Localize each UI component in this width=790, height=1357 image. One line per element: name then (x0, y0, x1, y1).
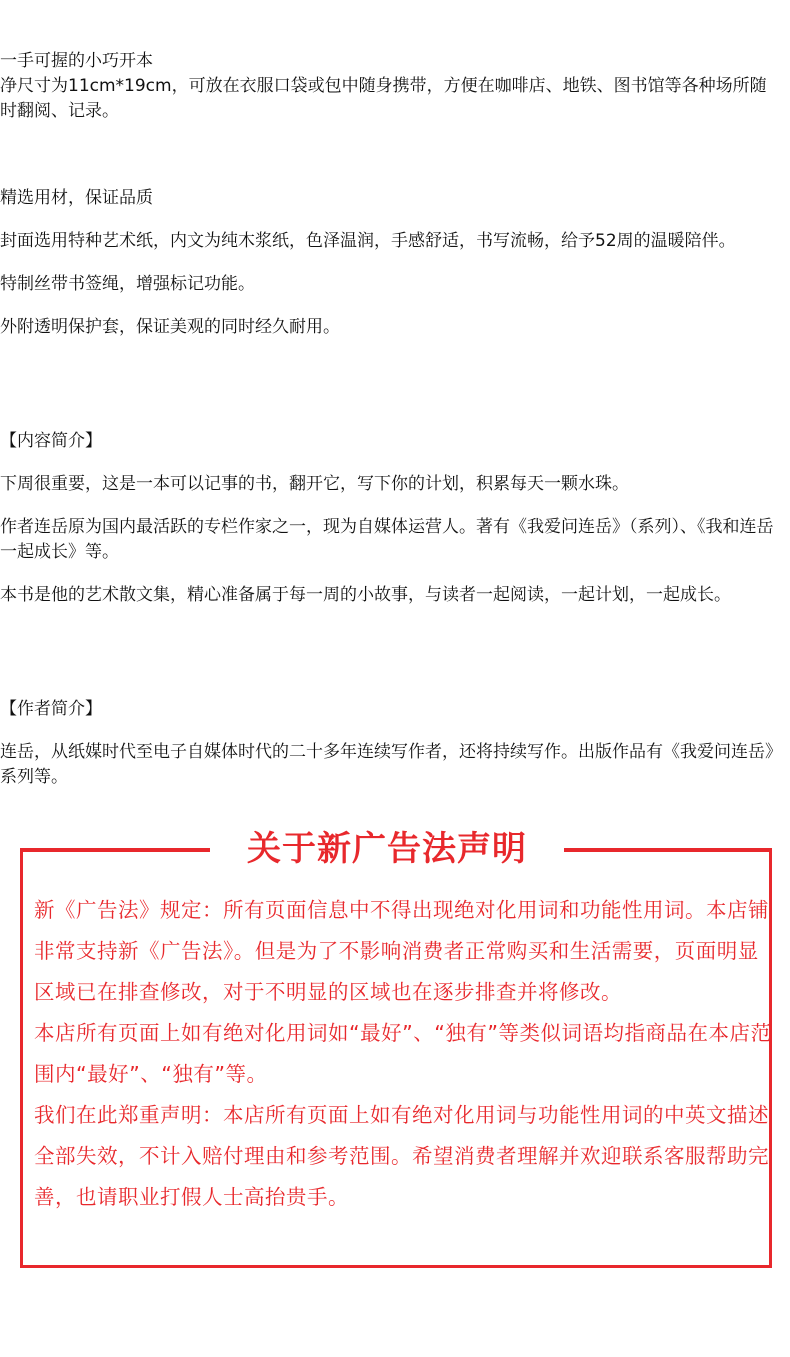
section-content-intro (0, 429, 786, 608)
author-intro-text: 连岳，从纸媒时代至电子自媒体时代的二十多年连续写作者，还将持续写作。出版作品有《我爱问连岳》系列等。 (0, 742, 782, 787)
materials-paragraph: 特制丝带书签绳，增强标记功能。 (0, 274, 255, 294)
content-intro-heading: 【内容简介】 (0, 431, 102, 451)
content-intro-paragraph: 本书是他的艺术散文集，精心准备属于每一周的小故事，与读者一起阅读，一起计划，一起成长。 (0, 585, 731, 605)
notice-paragraph: 本店所有页面上如有绝对化用词如“最好”、“独有”等类似词语均指商品在本店范围内“最好”、“独有”等。 (34, 1021, 772, 1086)
content-intro-paragraph: 作者连岳原为国内最活跃的专栏作家之一，现为自媒体运营人。著有《我爱问连岳》（系列）、《我和连岳一起成长》等。 (0, 517, 774, 562)
section-size-heading: 一手可握的小巧开本 (0, 51, 153, 71)
notice-paragraph: 新《广告法》规定：所有页面信息中不得出现绝对化用词和功能性用词。本店铺非常支持新《广告法》。但是为了不影响消费者正常购买和生活需要，页面明显区域已在排查修改，对于不明显的区域也在逐步排查并将修改。 (34, 898, 769, 1004)
author-intro-heading: 【作者简介】 (0, 699, 102, 719)
section-author-intro (0, 697, 786, 790)
section-size (0, 49, 786, 124)
notice-paragraph: 我们在此郑重声明：本店所有页面上如有绝对化用词与功能性用词的中英文描述全部失效，不计入赔付理由和参考范围。希望消费者理解并欢迎联系客服帮助完善，也请职业打假人士高抬贵手。 (34, 1103, 769, 1209)
materials-paragraph: 封面选用特种艺术纸，内文为纯木浆纸，色泽温润，手感舒适，书写流畅，给予52周的温暖陪伴。 (0, 231, 736, 251)
section-size-text: 净尺寸为11cm*19cm，可放在衣服口袋或包中随身携带，方便在咖啡店、地铁、图书馆等各种场所随时翻阅、记录。 (0, 76, 767, 121)
section-materials (0, 186, 786, 340)
ad-law-notice-body (34, 890, 776, 1218)
notice-title: 关于新广告法声明 (247, 829, 527, 869)
materials-paragraph: 外附透明保护套，保证美观的同时经久耐用。 (0, 317, 340, 337)
section-materials-heading: 精选用材，保证品质 (0, 188, 153, 208)
content-intro-paragraph: 下周很重要，这是一本可以记事的书，翻开它，写下你的计划，积累每天一颗水珠。 (0, 474, 629, 494)
